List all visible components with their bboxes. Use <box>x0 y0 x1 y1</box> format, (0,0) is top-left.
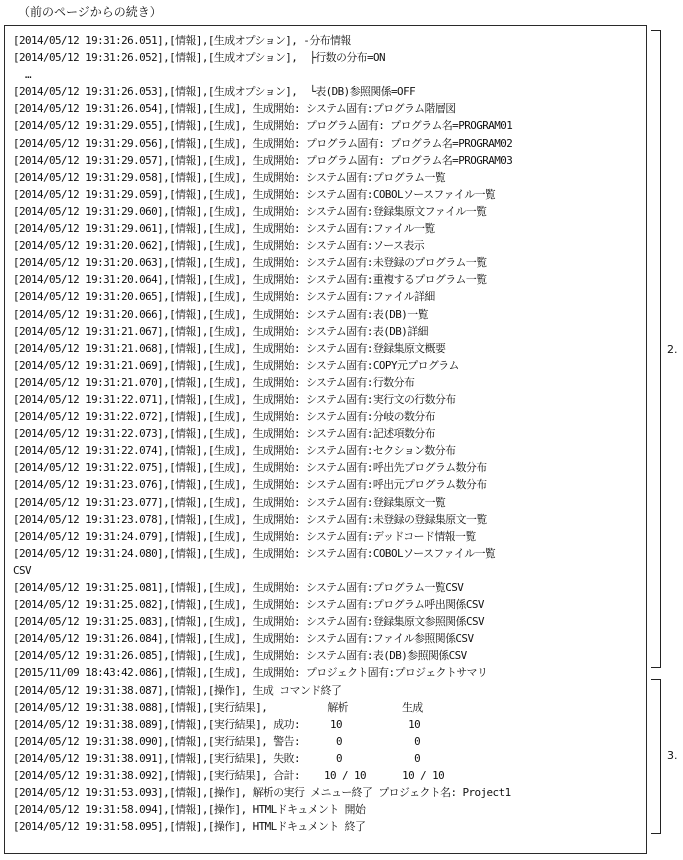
log-line: [2014/05/12 19:31:26.053],[情報],[生成オプション], └表(DB)参照関係=OFF <box>13 85 416 99</box>
log-line: [2014/05/12 19:31:25.083],[情報],[生成], 生成開始: システム固有:登録集原文参照関係CSV <box>13 615 485 629</box>
log-line: [2014/05/12 19:31:58.095],[情報],[操作], HTMLドキュメント 終了 <box>13 820 366 834</box>
section-2-marker: 2. <box>667 343 678 356</box>
log-line: [2014/05/12 19:31:26.052],[情報],[生成オプション], ├行数の分布=ON <box>13 51 386 65</box>
log-line: [2014/05/12 19:31:23.078],[情報],[生成], 生成開始: システム固有:未登録の登録集原文一覧 <box>13 512 487 526</box>
log-line: [2014/05/12 19:31:22.074],[情報],[生成], 生成開始: システム固有:セクション数分布 <box>13 444 456 458</box>
log-line: [2014/05/12 19:31:21.067],[情報],[生成], 生成開始: システム固有:表(DB)詳細 <box>13 324 428 338</box>
log-line: [2014/05/12 19:31:20.062],[情報],[生成], 生成開始: システム固有:ソース表示 <box>13 239 425 253</box>
log-line: [2014/05/12 19:31:22.072],[情報],[生成], 生成開始: システム固有:分岐の数分布 <box>13 410 435 424</box>
log-line: [2014/05/12 19:31:22.075],[情報],[生成], 生成開始: システム固有:呼出先プログラム数分布 <box>13 461 487 475</box>
log-line: [2014/05/12 19:31:25.081],[情報],[生成], 生成開始: システム固有:プログラム一覧CSV <box>13 581 464 594</box>
log-line: [2014/05/12 19:31:38.091],[情報],[実行結果], 失敗: 0 0 <box>13 751 421 765</box>
log-line: [2014/05/12 19:31:38.090],[情報],[実行結果], 警告: 0 0 <box>13 734 421 748</box>
log-line: [2014/05/12 19:31:20.065],[情報],[生成], 生成開始: システム固有:ファイル詳細 <box>13 290 435 304</box>
log-line: [2014/05/12 19:31:29.058],[情報],[生成], 生成開始: システム固有:プログラム一覧 <box>13 170 446 184</box>
log-line: [2014/05/12 19:31:21.068],[情報],[生成], 生成開始: システム固有:登録集原文概要 <box>13 341 446 355</box>
log-line: [2014/05/12 19:31:29.061],[情報],[生成], 生成開始: システム固有:ファイル一覧 <box>13 222 435 236</box>
log-line: [2014/05/12 19:31:29.055],[情報],[生成], 生成開始: プログラム固有: プログラム名=PROGRAM01 <box>13 119 513 133</box>
log-line: [2014/05/12 19:31:25.082],[情報],[生成], 生成開始: システム固有:プログラム呼出関係CSV <box>13 598 484 612</box>
log-line: [2014/05/12 19:31:23.076],[情報],[生成], 生成開始: システム固有:呼出元プログラム数分布 <box>13 478 487 492</box>
log-line: [2014/05/12 19:31:20.063],[情報],[生成], 生成開始: システム固有:未登録のプログラム一覧 <box>13 256 487 270</box>
log-line: [2014/05/12 19:31:26.084],[情報],[生成], 生成開始: システム固有:ファイル参照関係CSV <box>13 632 474 646</box>
log-line: [2014/05/12 19:31:38.087],[情報],[操作], 生成 コマンド終了 <box>13 683 342 697</box>
log-line: [2014/05/12 19:31:24.080],[情報],[生成], 生成開始: システム固有:COBOLソースファイル一覧 <box>13 546 496 560</box>
log-line: [2014/05/12 19:31:29.060],[情報],[生成], 生成開始: システム固有:登録集原文ファイル一覧 <box>13 204 487 218</box>
log-line: [2014/05/12 19:31:26.085],[情報],[生成], 生成開始: システム固有:表(DB)参照関係CSV <box>13 649 467 663</box>
log-listing <box>13 32 512 835</box>
log-line: [2015/11/09 18:43:42.086],[情報],[生成], 生成開始: プロジェクト固有:プロジェクトサマリ <box>13 666 488 680</box>
log-line: [2014/05/12 19:31:23.077],[情報],[生成], 生成開始: システム固有:登録集原文一覧 <box>13 495 446 509</box>
log-line: CSV <box>13 563 32 577</box>
log-line: [2014/05/12 19:31:22.073],[情報],[生成], 生成開始: システム固有:記述項数分布 <box>13 427 435 441</box>
log-line: [2014/05/12 19:31:29.056],[情報],[生成], 生成開始: プログラム固有: プログラム名=PROGRAM02 <box>13 136 513 150</box>
log-line: [2014/05/12 19:31:29.057],[情報],[生成], 生成開始: プログラム固有: プログラム名=PROGRAM03 <box>13 153 513 167</box>
section-3-bracket <box>651 679 661 834</box>
log-line: … <box>13 68 32 82</box>
section-3-marker: 3. <box>667 749 678 762</box>
log-line: [2014/05/12 19:31:58.094],[情報],[操作], HTMLドキュメント 開始 <box>13 803 366 817</box>
log-line: [2014/05/12 19:31:20.064],[情報],[生成], 生成開始: システム固有:重複するプログラム一覧 <box>13 273 487 287</box>
log-line: [2014/05/12 19:31:22.071],[情報],[生成], 生成開始: システム固有:実行文の行数分布 <box>13 392 456 406</box>
log-line: [2014/05/12 19:31:53.093],[情報],[操作], 解析の実行 メニュー終了 プロジェクト名: Project1 <box>13 786 511 800</box>
continuation-caption: （前のページからの続き） <box>18 5 162 19</box>
log-line: [2014/05/12 19:31:21.069],[情報],[生成], 生成開始: システム固有:COPY元プログラム <box>13 358 459 372</box>
log-line: [2014/05/12 19:31:29.059],[情報],[生成], 生成開始: システム固有:COBOLソースファイル一覧 <box>13 187 496 201</box>
section-2-bracket <box>651 30 661 668</box>
log-line: [2014/05/12 19:31:26.051],[情報],[生成オプション], -分布情報 <box>13 34 351 47</box>
log-line: [2014/05/12 19:31:20.066],[情報],[生成], 生成開始: システム固有:表(DB)一覧 <box>13 307 428 321</box>
log-line: [2014/05/12 19:31:38.089],[情報],[実行結果], 成功: 10 10 <box>13 717 421 731</box>
log-line: [2014/05/12 19:31:26.054],[情報],[生成], 生成開始: システム固有:プログラム階層図 <box>13 102 456 116</box>
log-line: [2014/05/12 19:31:21.070],[情報],[生成], 生成開始: システム固有:行数分布 <box>13 375 415 389</box>
log-line: [2014/05/12 19:31:38.088],[情報],[実行結果], 解析 生成 <box>13 700 423 714</box>
log-line: [2014/05/12 19:31:38.092],[情報],[実行結果], 合計: 10 / 10 10 / 10 <box>13 769 445 783</box>
log-line: [2014/05/12 19:31:24.079],[情報],[生成], 生成開始: システム固有:デッドコード情報一覧 <box>13 529 476 543</box>
